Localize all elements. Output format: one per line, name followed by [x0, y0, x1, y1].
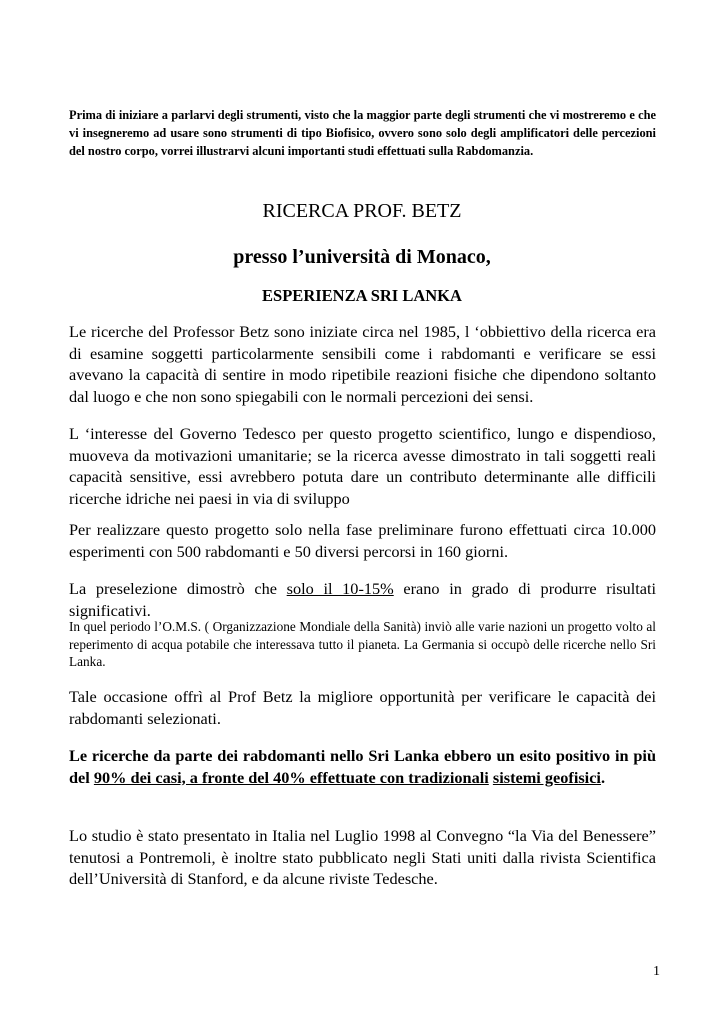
paragraph-preselection — [69, 578, 656, 621]
results-highlight: 90% dei casi, a fronte del 40% effettuate con tradizionali — [93, 767, 489, 787]
preselection-text-end: erano in grado di produrre risultati significativi. — [69, 579, 657, 620]
intro-paragraph: Prima di iniziare a parlarvi degli strumenti, visto che la maggior parte degli strumenti che vi mostreremo e che vi insegneremo ad usare sono strumenti di tipo Biofisico, ovvero sono solo degli amplificatori delle percezioni del nostro corpo, vorrei illustrarvi alcuni importanti studi effettuati sulla Rabdomanzia. — [69, 108, 656, 158]
document-subtitle: presso l’università di Monaco, — [233, 246, 491, 268]
page-number: 1 — [653, 964, 660, 979]
paragraph-results — [69, 745, 656, 788]
paragraph-experiments: Per realizzare questo progetto solo nella fase preliminare furono effettuati circa 10.000 esperimenti con 500 rabdomanti e 50 diversi percorsi in 160 giorni. — [69, 520, 656, 561]
preselection-text: La preselezione dimostrò che — [69, 579, 287, 598]
section-heading: ESPERIENZA SRI LANKA — [262, 286, 462, 305]
results-text: Le ricerche da parte dei rabdomanti nello Sri Lanka ebbero un esito positivo in più del — [69, 746, 656, 787]
results-geophysical: sistemi geofisici — [492, 767, 601, 787]
paragraph-publication: Lo studio è stato presentato in Italia nel Luglio 1998 al Convegno “la Via del Benessere” tenutosi a Pontremoli, è inoltre stato pubblicato negli Stati uniti dalla rivista Scientifica dell’Università di Stanford, e da alcune riviste Tedesche. — [69, 826, 656, 888]
paragraph-research-start: Le ricerche del Professor Betz sono iniziate circa nel 1985, l ‘obbiettivo della ricerca era di esamine soggetti particolarmente sensibili come i rabdomanti e verificare se essi avevano la capacità di sentire in modo ripetibile reazioni fisiche che dipendono soltanto dal luogo e che non sono spiegabili con le normali percezioni dei sensi. — [69, 322, 656, 406]
paragraph-government-interest: L ‘interesse del Governo Tedesco per questo progetto scientifico, lungo e dispendioso, muoveva da motivazioni umanitarie; se la ricerca avesse dimostrato in tali soggetti reali capacità sensitive, essi avrebbero potuta dare un contributo determinante alle difficili ricerche idriche nei paesi in via di sviluppo — [69, 424, 656, 508]
paragraph-oms-note: In quel periodo l’O.M.S. ( Organizzazione Mondiale della Sanità) inviò alle varie nazioni un progetto volto al reperimento di acqua potabile che interessava tutto il pianeta. La Germania si occupò delle ricerche nello Sri Lanka. — [69, 619, 656, 669]
results-end: . — [600, 767, 606, 787]
document-title: RICERCA PROF. BETZ — [262, 200, 462, 222]
preselection-percentage: solo il 10-15% — [286, 579, 394, 598]
paragraph-opportunity: Tale occasione offrì al Prof Betz la migliore opportunità per verificare le capacità dei rabdomanti selezionati. — [69, 687, 656, 728]
